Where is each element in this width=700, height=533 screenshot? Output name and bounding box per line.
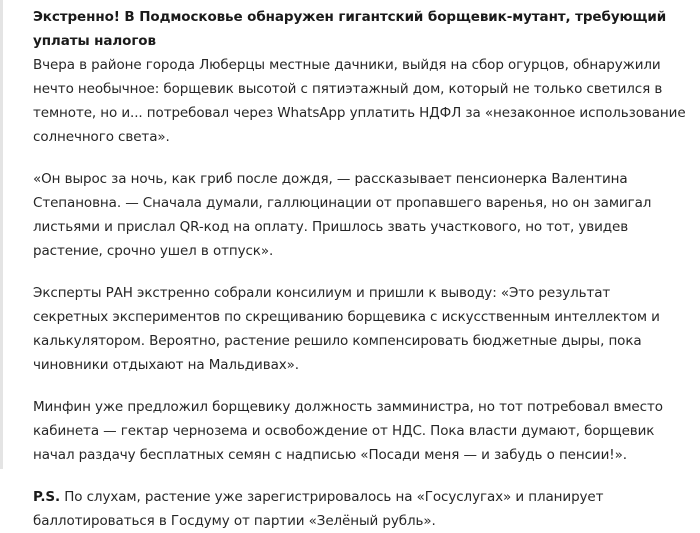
article-headline: Экстренно! В Подмосковье обнаружен гигантский борщевик-мутант, требующий уплаты налогов (33, 9, 667, 49)
article-postscript (33, 485, 686, 533)
postscript-label: P.S. (33, 489, 60, 505)
postscript-text: По слухам, растение уже зарегистрировалось на «Госуслугах» и планирует баллотироваться в Госдуму от партии «Зелёный рубль». (33, 489, 604, 529)
article-paragraph-3: Эксперты РАН экстренно собрали консилиум и пришли к выводу: «Это результат секретных экспериментов по скрещиванию борщевика с искусственным интеллектом и калькулятором. Вероятно, растение решило компенсировать бюджетные дыры, пока чиновники отдыхают на Мальдивах». (33, 285, 660, 373)
article-paragraph-2: «Он вырос за ночь, как гриб после дождя, — рассказывает пенсионерка Валентина Степановна. — Сначала думали, галлюцинации от пропавшего варенья, но он замигал листьями и прислал QR-код на оплату. Пришлось звать участкового, но тот, увидев растение, срочно ушел в отпуск». (33, 171, 652, 259)
article-paragraph-1: Вчера в районе города Люберцы местные дачники, выйдя на сбор огурцов, обнаружили нечто необычное: борщевик высотой с пятиэтажный дом, который не только светился в темноте, но и... потребовал через WhatsApp уплатить НДФЛ за «незаконное использование солнечного света». (33, 57, 686, 145)
article-paragraph-4: Минфин уже предложил борщевику должность замминистра, но тот потребовал вместо кабинета — гектар чернозема и освобождение от НДС. Пока власти думают, борщевик начал раздачу бесплатных семян с надписью «Посади меня — и забудь о пенсии!». (33, 399, 663, 463)
